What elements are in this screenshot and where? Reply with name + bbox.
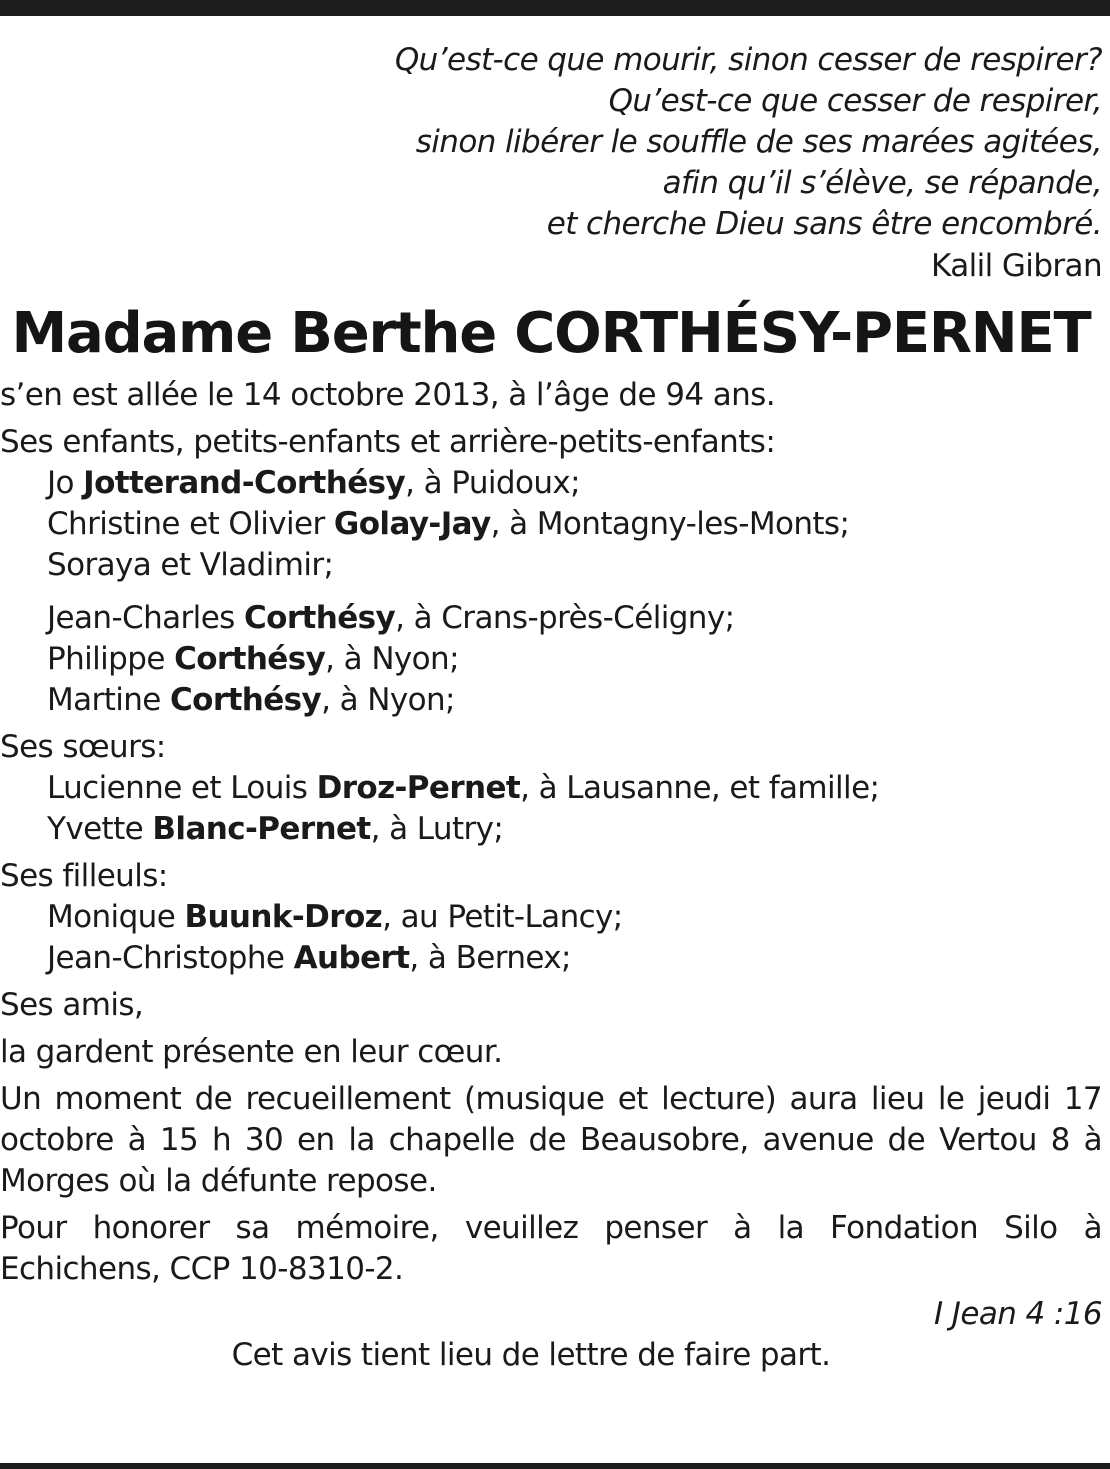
children-section (0, 422, 1102, 721)
ceremony-text: Un moment de recueillement (musique et lecture) aura lieu le jeudi 17 octobre à 15 h 30 en la chapelle de Beausobre, avenue de Vertou 8 à Morges où la défunte repose. (0, 1081, 1102, 1199)
section-heading: Ses filleuls: (0, 858, 168, 894)
list-item: Soraya et Vladimir; (47, 547, 334, 583)
list-item: Philippe Corthésy, à Nyon; (47, 641, 459, 677)
poem (0, 40, 1102, 245)
section-heading: Ses enfants, petits-enfants et arrière-petits-enfants: (0, 424, 776, 460)
list-item: Monique Buunk-Droz, au Petit-Lancy; (47, 899, 623, 935)
list-item: Christine et Olivier Golay-Jay, à Montagny-les-Monts; (47, 506, 850, 542)
keep-text: la gardent présente en leur cœur. (0, 1034, 503, 1070)
poem-line: Qu’est-ce que mourir, sinon cesser de respirer? (394, 42, 1102, 78)
list-item: Jean-Charles Corthésy, à Crans-près-Céligny; (47, 600, 735, 636)
top-rule (0, 0, 1110, 16)
friends-text: Ses amis, (0, 987, 144, 1023)
godchildren-section (0, 856, 1102, 979)
section-heading: Ses sœurs: (0, 729, 166, 765)
list-item: Martine Corthésy, à Nyon; (47, 682, 455, 718)
list-item: Jean-Christophe Aubert, à Bernex; (47, 940, 571, 976)
poem-line: et cherche Dieu sans être encombré. (546, 206, 1102, 242)
memory-text: Pour honorer sa mémoire, veuillez penser à la Fondation Silo à Echichens, CCP 10-8310-2. (0, 1210, 1102, 1287)
list-item: Yvette Blanc-Pernet, à Lutry; (47, 811, 504, 847)
list-item: Jo Jotterand-Corthésy, à Puidoux; (47, 465, 580, 501)
deceased-name: Madame Berthe CORTHÉSY-PERNET (11, 301, 1091, 366)
poem-line: afin qu’il s’élève, se répande, (662, 165, 1102, 201)
obituary-notice (0, 40, 1102, 1376)
poem-author: Kalil Gibran (931, 248, 1102, 284)
list-item: Lucienne et Louis Droz-Pernet, à Lausanne, et famille; (47, 770, 880, 806)
bible-reference: I Jean 4 :16 (934, 1296, 1102, 1332)
intro-text: s’en est allée le 14 octobre 2013, à l’âge de 94 ans. (0, 377, 775, 413)
sisters-section (0, 727, 1102, 850)
poem-line: Qu’est-ce que cesser de respirer, (608, 83, 1102, 119)
bottom-rule (0, 1463, 1110, 1469)
closing-text: Cet avis tient lieu de lettre de faire part. (231, 1337, 831, 1373)
poem-line: sinon libérer le souffle de ses marées agitées, (415, 124, 1102, 160)
